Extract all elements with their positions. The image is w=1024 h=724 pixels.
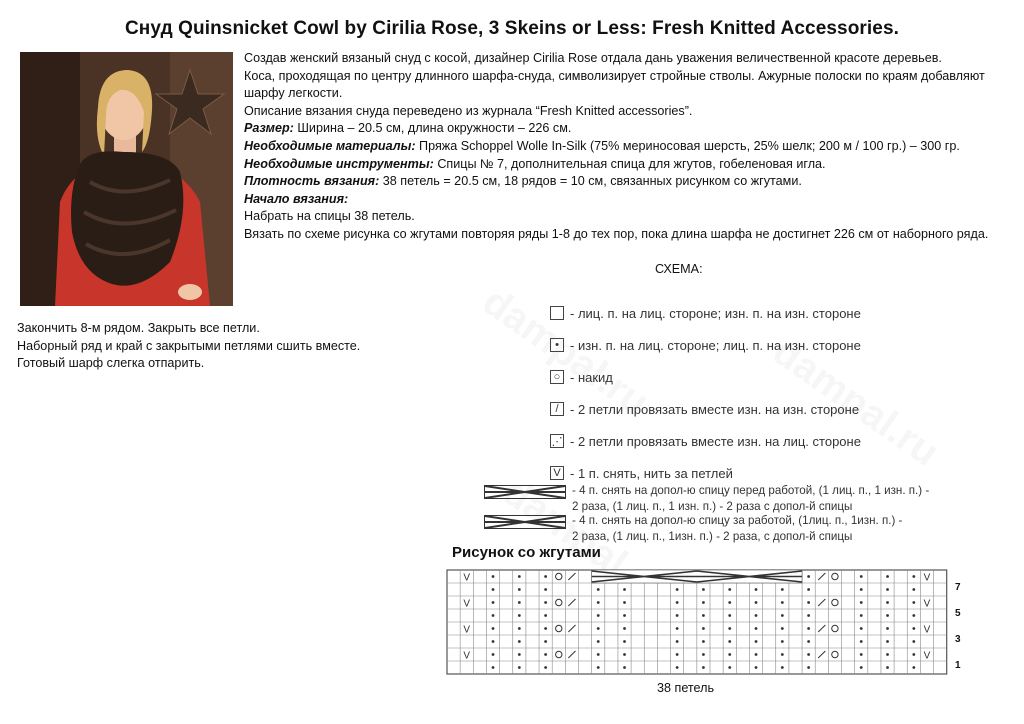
purl-stitch-mark — [518, 627, 521, 630]
start-label: Начало вязания: — [244, 191, 349, 206]
gauge-label: Плотность вязания: — [244, 174, 380, 189]
chart-title: Рисунок со жгутами — [452, 544, 601, 561]
cable-legend-line2: 2 раза, (1 лиц. п., 1изн. п.) - 2 раза, с допол-й спицы — [572, 530, 853, 543]
materials-value: Пряжа Schoppel Wolle In-Silk (75% мериносовая шерсть, 25% шелк; 200 м / 100 гр.) – 300 гр. — [419, 138, 960, 153]
purl-stitch-mark — [886, 627, 889, 630]
purl-stitch-mark — [518, 666, 521, 669]
purl-stitch-mark — [492, 627, 495, 630]
materials-label: Необходимые материалы: — [244, 138, 416, 153]
purl-stitch-mark — [676, 640, 679, 643]
front-cable-icon — [484, 485, 566, 499]
purl-stitch-mark — [912, 614, 915, 617]
symbol-legend — [550, 297, 861, 489]
purl-stitch-mark — [623, 640, 626, 643]
start-line — [244, 191, 1014, 209]
purl-stitch-mark — [807, 575, 810, 578]
woman-in-cowl-image — [20, 52, 233, 306]
purl-stitch-mark — [781, 640, 784, 643]
purl-stitch-mark — [676, 653, 679, 656]
purl-stitch-mark — [492, 575, 495, 578]
back-cable-icon — [484, 515, 566, 529]
purl-stitch-mark — [492, 601, 495, 604]
schema-title: СХЕМА: — [655, 262, 703, 276]
purl-symbol-icon: • — [550, 338, 564, 352]
p2tog-ws-symbol-icon: / — [550, 402, 564, 416]
purl-stitch-mark — [781, 653, 784, 656]
purl-stitch-mark — [912, 640, 915, 643]
cable-legend — [484, 483, 929, 545]
slip-stitch-mark: V — [923, 624, 931, 636]
purl-stitch-mark — [623, 627, 626, 630]
legend-text: - 2 петли провязать вместе изн. на изн. стороне — [570, 401, 860, 417]
purl-stitch-mark — [728, 614, 731, 617]
slip-stitch-mark: V — [923, 598, 931, 610]
purl-stitch-mark — [544, 614, 547, 617]
cable-chart-grid — [444, 567, 950, 677]
purl-stitch-mark — [886, 575, 889, 578]
purl-stitch-mark — [728, 666, 731, 669]
start-step1: Набрать на спицы 38 петель. — [244, 209, 415, 224]
stitch-count: 38 петель — [657, 681, 715, 695]
purl-stitch-mark — [597, 588, 600, 591]
purl-stitch-mark — [492, 653, 495, 656]
slip-stitch-mark: V — [463, 572, 471, 584]
purl-stitch-mark — [518, 601, 521, 604]
purl-stitch-mark — [544, 627, 547, 630]
purl-stitch-mark — [860, 601, 863, 604]
purl-stitch-mark — [544, 653, 547, 656]
tools-line — [244, 156, 1014, 174]
purl-stitch-mark — [676, 614, 679, 617]
slip-stitch-mark: V — [923, 572, 931, 584]
purl-stitch-mark — [886, 653, 889, 656]
tools-label: Необходимые инструменты: — [244, 156, 434, 171]
purl-stitch-mark — [702, 588, 705, 591]
purl-stitch-mark — [544, 575, 547, 578]
purl-stitch-mark — [597, 666, 600, 669]
tools-value: Спицы № 7, дополнительная спица для жгутов, гобеленовая игла. — [437, 156, 826, 171]
legend-text: - лиц. п. на лиц. стороне; изн. п. на изн. стороне — [570, 305, 861, 321]
cable-chart — [444, 567, 950, 682]
purl-stitch-mark — [702, 627, 705, 630]
purl-stitch-mark — [886, 640, 889, 643]
purl-stitch-mark — [781, 614, 784, 617]
purl-stitch-mark — [623, 666, 626, 669]
slip-stitch-mark: V — [463, 598, 471, 610]
intro-p2: Коса, проходящая по центру длинного шарфа-снуда, символизирует стройные стволы. Ажурные полоски по краям добавляют шарфу легкости. — [244, 68, 985, 101]
purl-stitch-mark — [518, 614, 521, 617]
purl-stitch-mark — [912, 575, 915, 578]
purl-stitch-mark — [518, 575, 521, 578]
purl-stitch-mark — [886, 614, 889, 617]
purl-stitch-mark — [807, 640, 810, 643]
purl-stitch-mark — [755, 627, 758, 630]
purl-stitch-mark — [623, 588, 626, 591]
start-step2: Вязать по схеме рисунка со жгутами повторяя ряды 1-8 до тех пор, пока длина шарфа не достигнет 226 см от наборного ряда. — [244, 226, 989, 241]
purl-stitch-mark — [702, 614, 705, 617]
purl-stitch-mark — [755, 666, 758, 669]
legend-text: - накид — [570, 369, 613, 385]
legend-text: - изн. п. на лиц. стороне; лиц. п. на изн. стороне — [570, 337, 861, 353]
purl-stitch-mark — [623, 653, 626, 656]
purl-stitch-mark — [702, 653, 705, 656]
purl-stitch-mark — [860, 588, 863, 591]
purl-stitch-mark — [781, 601, 784, 604]
purl-stitch-mark — [676, 601, 679, 604]
purl-stitch-mark — [728, 601, 731, 604]
purl-stitch-mark — [886, 601, 889, 604]
purl-stitch-mark — [755, 653, 758, 656]
gauge-value: 38 петель = 20.5 см, 18 рядов = 10 см, связанных рисунком со жгутами. — [382, 174, 802, 189]
purl-stitch-mark — [860, 575, 863, 578]
purl-stitch-mark — [492, 666, 495, 669]
purl-stitch-mark — [544, 666, 547, 669]
slip-stitch-mark: V — [463, 650, 471, 662]
purl-stitch-mark — [702, 640, 705, 643]
purl-stitch-mark — [518, 640, 521, 643]
purl-stitch-mark — [860, 653, 863, 656]
row-label: 3 — [955, 634, 961, 645]
cable-legend-line1: - 4 п. снять на допол-ю спицу за работой, (1лиц. п., 1изн. п.) - — [572, 514, 903, 527]
yarn-over-symbol-icon: ○ — [550, 370, 564, 384]
purl-stitch-mark — [807, 601, 810, 604]
purl-stitch-mark — [728, 627, 731, 630]
page-title: Снуд Quinsnicket Cowl by Cirilia Rose, 3 Skeins or Less: Fresh Knitted Accessories. — [124, 18, 899, 39]
purl-stitch-mark — [597, 640, 600, 643]
purl-stitch-mark — [676, 588, 679, 591]
cable-legend-item — [484, 513, 929, 545]
purl-stitch-mark — [597, 627, 600, 630]
purl-stitch-mark — [597, 601, 600, 604]
legend-item — [550, 425, 861, 457]
finish-line3: Готовый шарф слегка отпарить. — [17, 356, 205, 371]
purl-stitch-mark — [492, 588, 495, 591]
legend-item — [550, 361, 861, 393]
purl-stitch-mark — [755, 614, 758, 617]
purl-stitch-mark — [912, 627, 915, 630]
intro-p1: Создав женский вязаный снуд с косой, дизайнер Cirilia Rose отдала дань уважения величественной красоте деревьев. — [244, 51, 942, 65]
size-label: Размер: — [244, 121, 294, 136]
purl-stitch-mark — [702, 666, 705, 669]
purl-stitch-mark — [728, 588, 731, 591]
intro-text — [244, 50, 1014, 244]
cable-legend-item — [484, 483, 929, 515]
legend-item — [550, 297, 861, 329]
p2tog-rs-symbol-icon: ⋰ — [551, 435, 563, 448]
purl-stitch-mark — [912, 601, 915, 604]
purl-stitch-mark — [781, 627, 784, 630]
purl-stitch-mark — [544, 601, 547, 604]
purl-stitch-mark — [518, 653, 521, 656]
purl-stitch-mark — [755, 601, 758, 604]
legend-item — [550, 393, 861, 425]
purl-stitch-mark — [518, 588, 521, 591]
gauge-line — [244, 173, 1014, 191]
purl-stitch-mark — [597, 614, 600, 617]
purl-stitch-mark — [755, 588, 758, 591]
purl-stitch-mark — [886, 666, 889, 669]
purl-stitch-mark — [807, 614, 810, 617]
slip-stitch-mark: V — [923, 650, 931, 662]
cable-legend-line1: - 4 п. снять на допол-ю спицу перед работой, (1 лиц. п., 1 изн. п.) - — [572, 484, 930, 497]
purl-stitch-mark — [702, 601, 705, 604]
purl-stitch-mark — [860, 640, 863, 643]
finish-line1: Закончить 8-м рядом. Закрыть все петли. — [17, 321, 260, 335]
row-label: 5 — [955, 608, 961, 619]
materials-line — [244, 138, 1014, 156]
legend-text: - 1 п. снять, нить за петлей — [570, 465, 733, 481]
row-label: 7 — [955, 582, 961, 593]
purl-stitch-mark — [860, 627, 863, 630]
purl-stitch-mark — [492, 614, 495, 617]
purl-stitch-mark — [912, 588, 915, 591]
model-photo — [20, 52, 233, 306]
purl-stitch-mark — [807, 653, 810, 656]
purl-stitch-mark — [755, 640, 758, 643]
purl-stitch-mark — [912, 666, 915, 669]
finish-line2: Наборный ряд и край с закрытыми петлями сшить вместе. — [17, 338, 361, 353]
cable-legend-line2: 2 раза, (1 лиц. п., 1 изн. п.) - 2 раза с допол-й спицы — [572, 500, 853, 513]
purl-stitch-mark — [781, 588, 784, 591]
purl-stitch-mark — [492, 640, 495, 643]
knit-symbol-icon — [550, 306, 564, 320]
legend-item — [550, 329, 861, 361]
intro-p3: Описание вязания снуда переведено из журнала “Fresh Knitted accessories”. — [244, 103, 693, 118]
purl-stitch-mark — [623, 601, 626, 604]
purl-stitch-mark — [807, 627, 810, 630]
purl-stitch-mark — [597, 653, 600, 656]
size-line — [244, 120, 1014, 138]
purl-stitch-mark — [623, 614, 626, 617]
purl-stitch-mark — [781, 666, 784, 669]
purl-stitch-mark — [860, 666, 863, 669]
purl-stitch-mark — [912, 653, 915, 656]
purl-stitch-mark — [676, 627, 679, 630]
slip-stitch-mark: V — [463, 624, 471, 636]
slip-stitch-symbol-icon: V — [550, 466, 564, 480]
purl-stitch-mark — [544, 588, 547, 591]
purl-stitch-mark — [728, 653, 731, 656]
purl-stitch-mark — [807, 666, 810, 669]
legend-text: - 2 петли провязать вместе изн. на лиц. стороне — [570, 433, 861, 449]
purl-stitch-mark — [728, 640, 731, 643]
purl-stitch-mark — [860, 614, 863, 617]
size-value: Ширина – 20.5 см, длина окружности – 226 см. — [297, 121, 572, 136]
purl-stitch-mark — [544, 640, 547, 643]
purl-stitch-mark — [807, 588, 810, 591]
purl-stitch-mark — [886, 588, 889, 591]
purl-stitch-mark — [676, 666, 679, 669]
finishing-text — [17, 320, 437, 373]
row-label: 1 — [955, 660, 961, 671]
